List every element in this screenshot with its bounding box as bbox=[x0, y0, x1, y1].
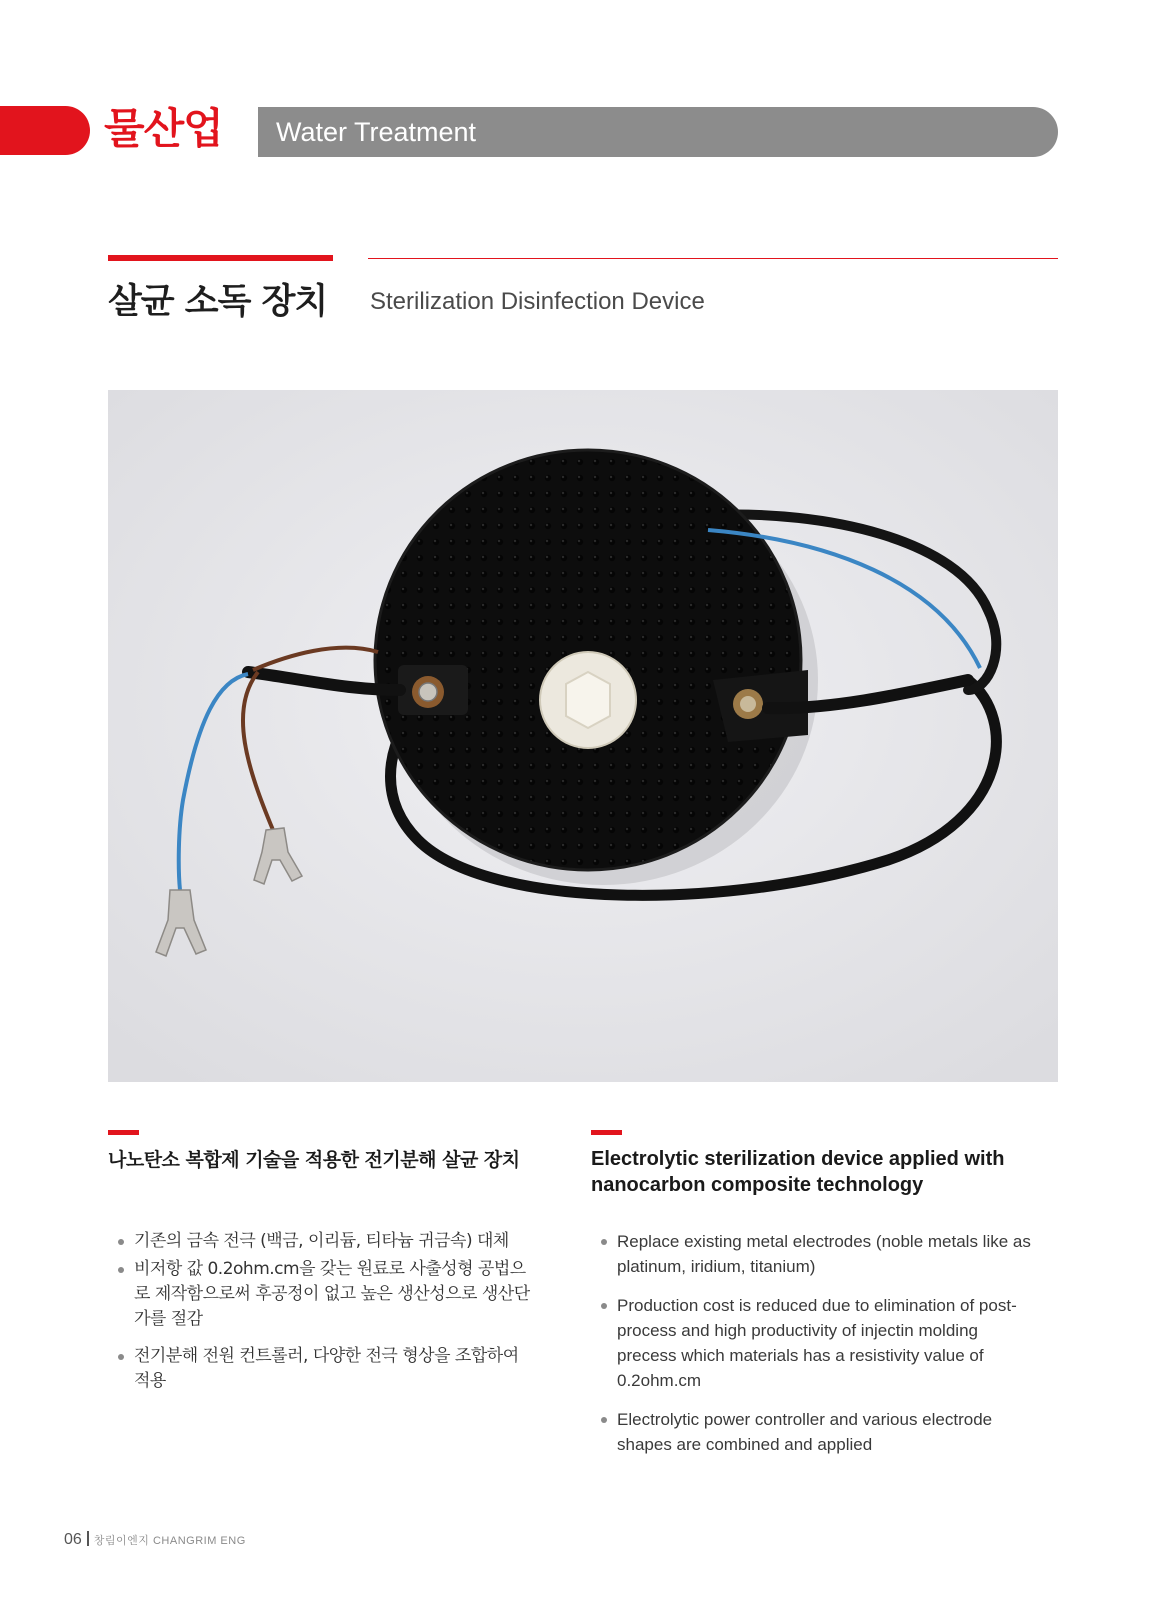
company-name: 창림이엔지 CHANGRIM ENG bbox=[93, 1535, 246, 1547]
right-column-accent bbox=[591, 1130, 622, 1135]
product-photo bbox=[108, 390, 1058, 1082]
category-title-en: Water Treatment bbox=[276, 117, 477, 147]
page-number: 06 bbox=[64, 1531, 82, 1548]
section-title-ko: 살균 소독 장치 bbox=[108, 282, 328, 322]
section-title-en: Sterilization Disinfection Device bbox=[370, 288, 705, 315]
left-bullet-list bbox=[118, 1229, 538, 1397]
list-item: Production cost is reduced due to elimination of post-process and high productivity of injectin molding precess which materials has a resistivity value of 0.2ohm.cm bbox=[601, 1293, 1031, 1393]
category-title-ko: 물산업 bbox=[104, 104, 223, 153]
right-column-heading: Electrolytic sterilization device applied with nanocarbon composite technology bbox=[591, 1148, 1005, 1196]
section-title-rule-thick bbox=[108, 255, 333, 261]
section-title-rule-thin bbox=[368, 258, 1058, 259]
right-bullet-list bbox=[601, 1229, 1031, 1471]
list-item: Replace existing metal electrodes (noble metals like as platinum, iridium, titanium) bbox=[601, 1229, 1031, 1279]
list-item: 전기분해 전원 컨트롤러, 다양한 전극 형상을 조합하여 적용 bbox=[118, 1344, 538, 1394]
header-red-tab bbox=[0, 106, 90, 155]
list-item: 기존의 금속 전극 (백금, 이리듐, 티타늄 귀금속) 대체 bbox=[118, 1229, 538, 1254]
list-item: Electrolytic power controller and various electrode shapes are combined and applied bbox=[601, 1407, 1031, 1457]
left-column-heading: 나노탄소 복합제 기술을 적용한 전기분해 살균 장치 bbox=[108, 1149, 520, 1171]
device-illustration bbox=[108, 390, 1058, 1082]
footer-divider bbox=[87, 1531, 89, 1546]
list-item: 비저항 값 0.2ohm.cm을 갖는 원료로 사출성형 공법으로 제작함으로써 후공정이 없고 높은 생산성으로 생산단가를 절감 bbox=[118, 1257, 538, 1332]
left-column-accent bbox=[108, 1130, 139, 1135]
page-footer bbox=[64, 1530, 246, 1551]
